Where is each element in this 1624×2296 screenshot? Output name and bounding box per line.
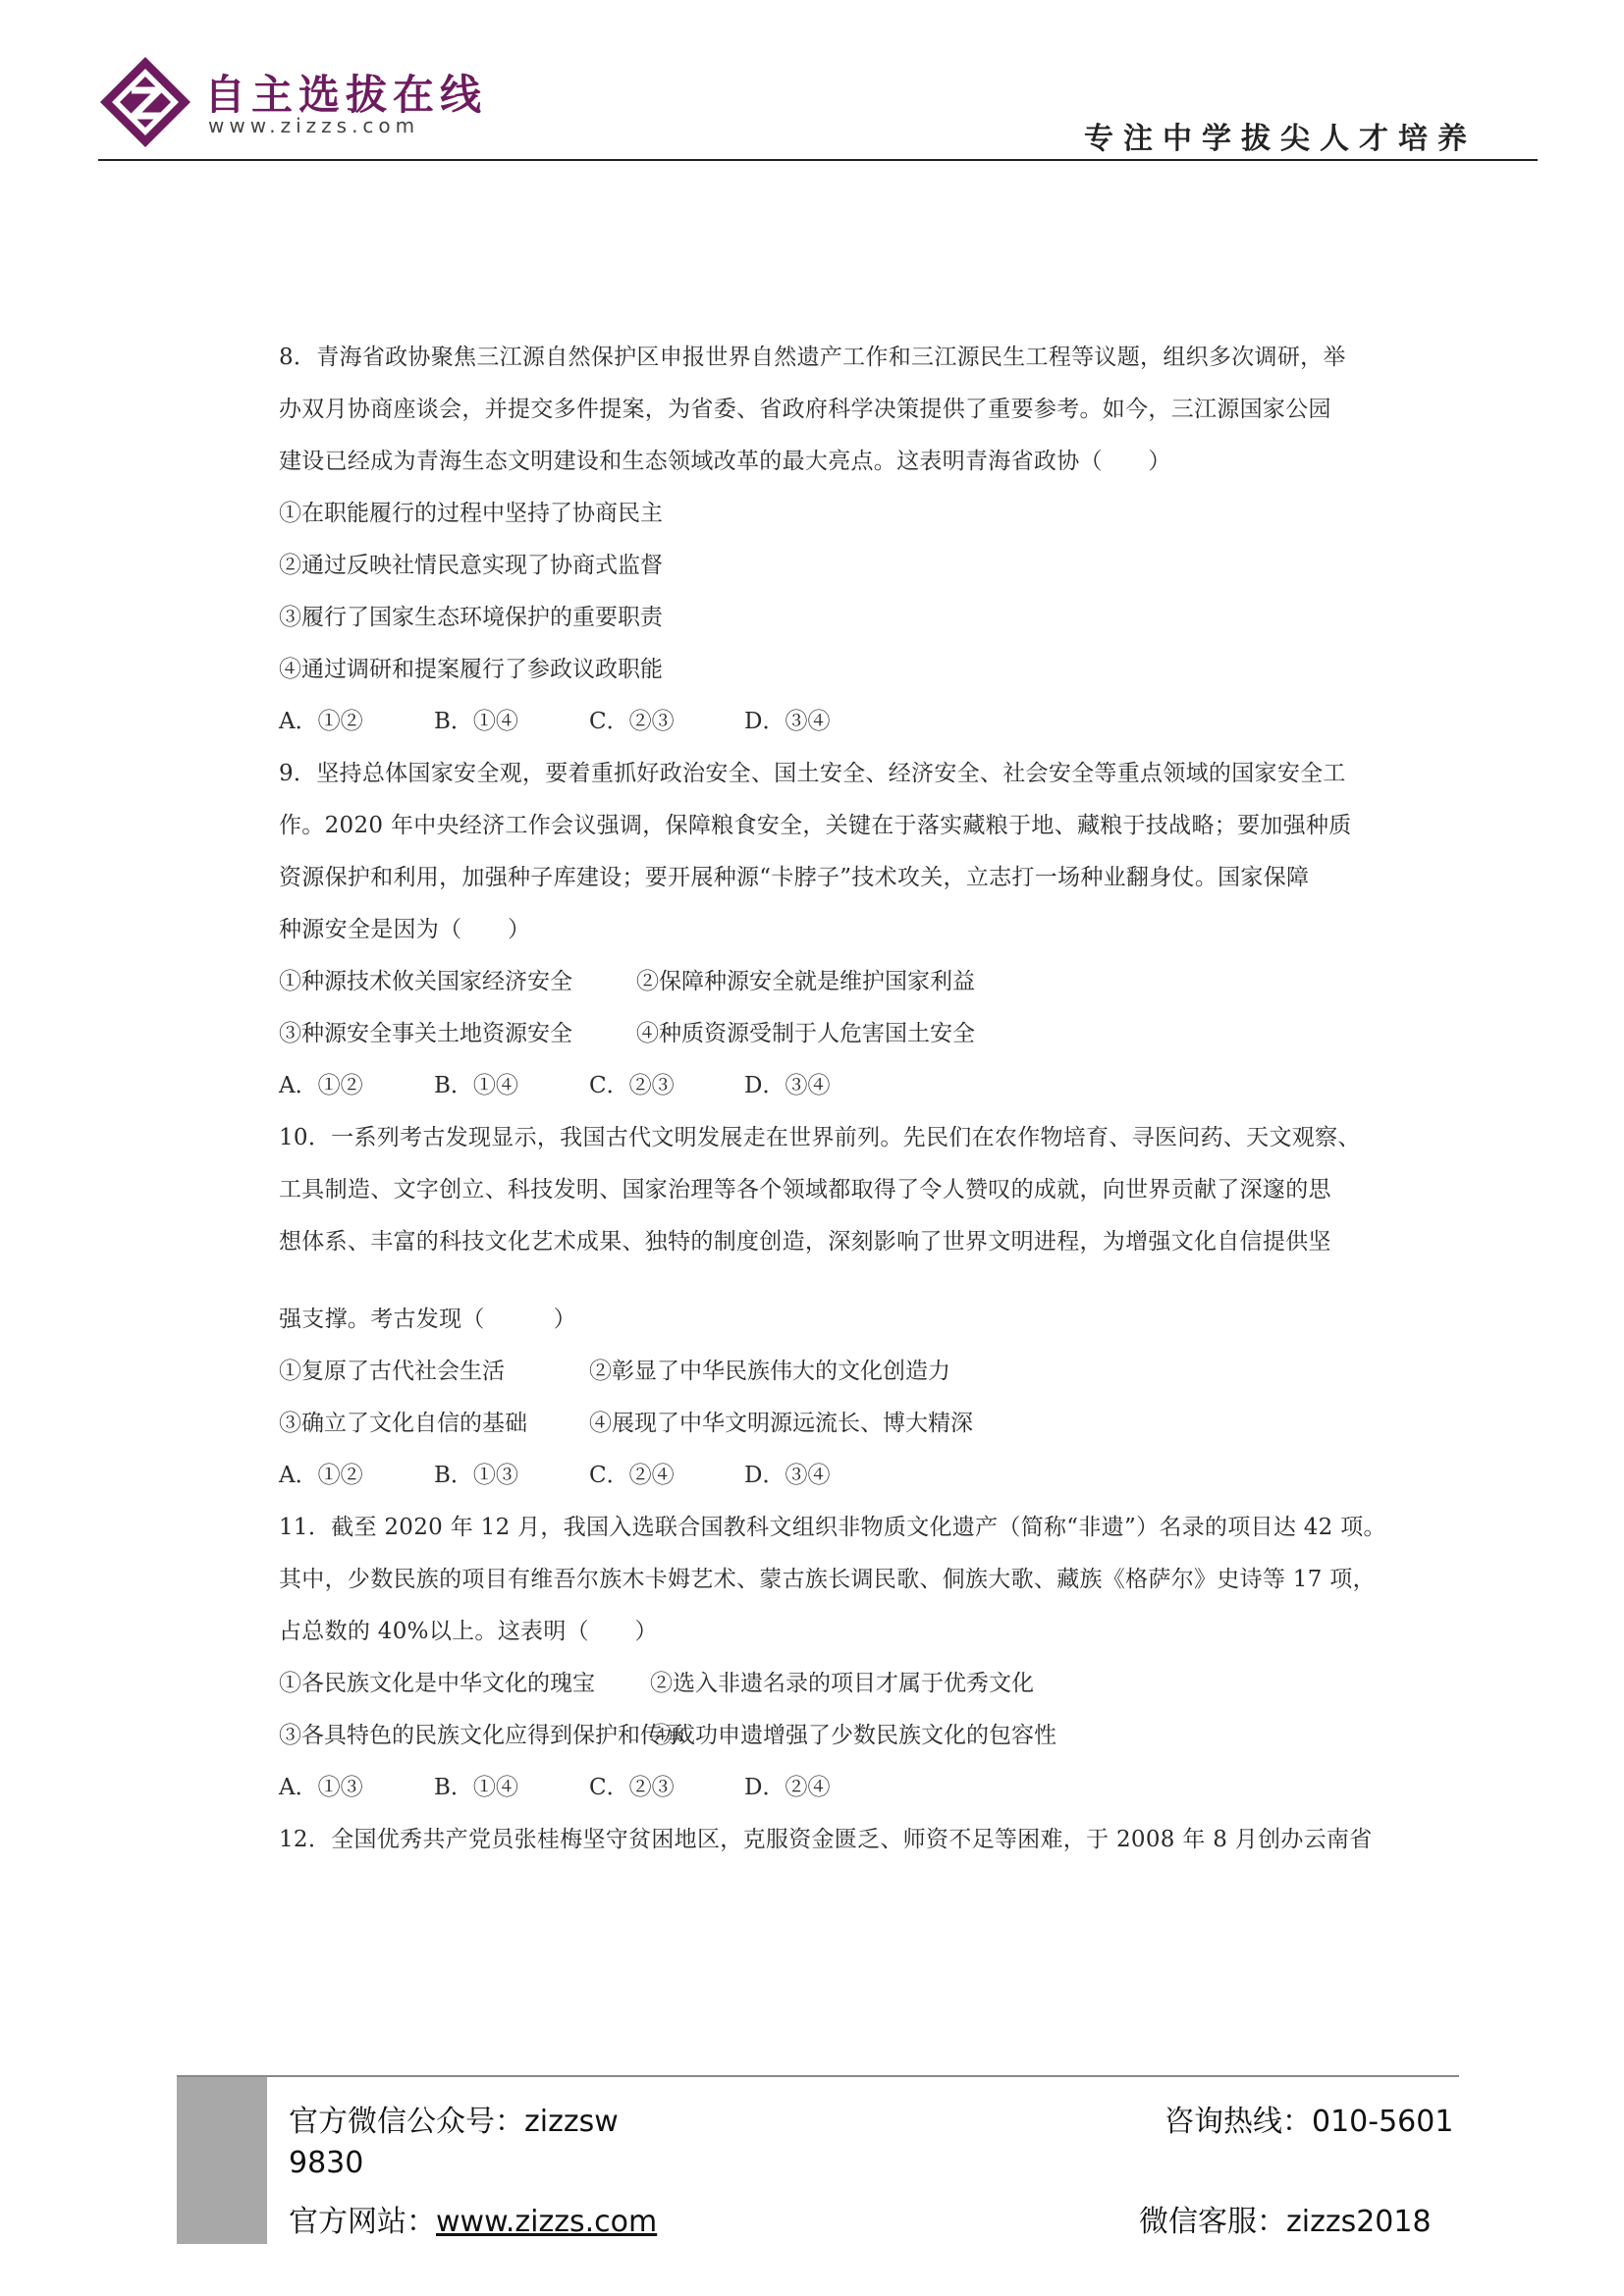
answer-choice[interactable]: C．②③ bbox=[589, 1775, 675, 1800]
answer-choice[interactable]: A．①③ bbox=[279, 1775, 363, 1800]
brand-url: www.zizzs.com bbox=[208, 114, 420, 137]
question-block bbox=[279, 748, 1359, 1112]
option-row bbox=[279, 644, 1359, 696]
answer-choice[interactable]: C．②③ bbox=[589, 709, 675, 734]
question-stem-start: 11．截至 2020 年 12 月，我国入选联合国教科文组织非物质文化遗产（简称“非遗”）名录的项目达 42 项。 bbox=[279, 1515, 1386, 1540]
answer-choice[interactable]: A．①② bbox=[279, 1073, 363, 1098]
footer-website-link[interactable]: www.zizzs.com bbox=[436, 2205, 658, 2239]
question-stem-line: 想体系、丰富的科技文化艺术成果、独特的制度创造，深刻影响了世界文明进程，为增强文化自信提供坚 bbox=[279, 1229, 1331, 1255]
question-stem-line: 种源安全是因为（ ） bbox=[279, 917, 531, 942]
answer-choice[interactable]: B．①④ bbox=[434, 1775, 518, 1800]
answer-choice[interactable]: B．①④ bbox=[434, 709, 518, 734]
question-stem-line: 强支撑。考古发现（ ） bbox=[279, 1307, 576, 1332]
question-stem-line: 占总数的 40%以上。这表明（ ） bbox=[279, 1619, 658, 1644]
question-content bbox=[279, 332, 1386, 1866]
footer-service: 微信客服：zizzs2018 bbox=[1139, 2205, 1432, 2239]
answer-choice[interactable]: D．③④ bbox=[744, 709, 831, 734]
answer-choices bbox=[279, 1060, 1359, 1112]
footer-gray-bar bbox=[177, 2077, 267, 2244]
statement-option: ④通过调研和提案履行了参政议政职能 bbox=[279, 657, 663, 682]
footer-website-label: 官方网站： bbox=[289, 2205, 436, 2239]
question-stem-line: 作。2020 年中央经济工作会议强调，保障粮食安全，关键在于落实藏粮于地、藏粮于技战略；要加强种质 bbox=[279, 813, 1352, 838]
answer-choice[interactable]: D．③④ bbox=[744, 1463, 831, 1488]
statement-option: ②保障种源安全就是维护国家利益 bbox=[636, 969, 975, 994]
footer-wechat-continued: 9830 bbox=[289, 2146, 364, 2180]
question-stem-start: 10．一系列考古发现显示，我国古代文明发展走在世界前列。先民们在农作物培育、寻医问药、天文观察、 bbox=[279, 1125, 1361, 1150]
answer-choice[interactable]: B．①③ bbox=[434, 1463, 518, 1488]
answer-choice[interactable]: A．①② bbox=[279, 709, 363, 734]
question-stem-line: 工具制造、文字创立、科技发明、国家治理等各个领域都取得了令人赞叹的成就，向世界贡献了深邃的思 bbox=[279, 1177, 1331, 1202]
option-row bbox=[279, 1008, 1359, 1060]
question-stem-line: 办双月协商座谈会，并提交多件提案，为省委、省政府科学决策提供了重要参考。如今，三江源国家公园 bbox=[279, 397, 1331, 422]
header-divider bbox=[98, 159, 1538, 161]
brand-name: 自主选拔在线 bbox=[204, 71, 488, 119]
footer-hotline: 咨询热线：010-5601 bbox=[1164, 2105, 1454, 2139]
footer-wechat: 官方微信公众号：zizzsw bbox=[289, 2105, 619, 2139]
statement-option: ③确立了文化自信的基础 bbox=[279, 1411, 527, 1436]
answer-choice[interactable]: B．①④ bbox=[434, 1073, 518, 1098]
answer-choice[interactable]: C．②④ bbox=[589, 1463, 675, 1488]
question-block bbox=[279, 1502, 1386, 1814]
header-slogan: 专注中学拔尖人才培养 bbox=[1084, 122, 1477, 156]
option-row bbox=[279, 592, 1359, 644]
footer-divider bbox=[177, 2075, 1459, 2077]
answer-choices bbox=[279, 1762, 1359, 1814]
statement-option: ④成功申遗增强了少数民族文化的包容性 bbox=[650, 1723, 1056, 1748]
statement-option: ①复原了古代社会生活 bbox=[279, 1359, 505, 1384]
question-stem-start: 9．坚持总体国家安全观，要着重抓好政治安全、国土安全、经济安全、社会安全等重点领域的国家安全工 bbox=[279, 761, 1346, 786]
line-gap bbox=[279, 1268, 1359, 1294]
option-row bbox=[279, 1346, 1359, 1398]
question-stem-start: 8．青海省政协聚焦三江源自然保护区申报世界自然遗产工作和三江源民生工程等议题，组织多次调研，举 bbox=[279, 345, 1346, 370]
option-row bbox=[279, 540, 1359, 592]
question-stem-line: 建设已经成为青海生态文明建设和生态领域改革的最大亮点。这表明青海省政协（ ） bbox=[279, 449, 1171, 474]
answer-choices bbox=[279, 1450, 1359, 1502]
statement-option: ①在职能履行的过程中坚持了协商民主 bbox=[279, 501, 663, 526]
option-row bbox=[279, 1658, 1359, 1710]
option-row bbox=[279, 956, 1359, 1008]
statement-option: ④种质资源受制于人危害国土安全 bbox=[636, 1021, 975, 1046]
statement-option: ②彰显了中华民族伟大的文化创造力 bbox=[589, 1359, 950, 1384]
statement-option: ③履行了国家生态环境保护的重要职责 bbox=[279, 605, 663, 630]
statement-option: ③各具特色的民族文化应得到保护和传承 bbox=[279, 1723, 685, 1748]
statement-option: ③种源安全事关土地资源安全 bbox=[279, 1021, 572, 1046]
question-stem-start: 12．全国优秀共产党员张桂梅坚守贫困地区，克服资金匮乏、师资不足等困难，于 2008 年 8 月创办云南省 bbox=[279, 1827, 1373, 1852]
answer-choice[interactable]: D．③④ bbox=[744, 1073, 831, 1098]
statement-option: ②选入非遗名录的项目才属于优秀文化 bbox=[650, 1671, 1034, 1696]
page-header bbox=[0, 0, 1624, 167]
answer-choice[interactable]: A．①② bbox=[279, 1463, 363, 1488]
statement-option: ④展现了中华文明源远流长、博大精深 bbox=[589, 1411, 973, 1436]
question-stem-line: 资源保护和利用，加强种子库建设；要开展种源“卡脖子”技术攻关，立志打一场种业翻身仗。国家保障 bbox=[279, 865, 1310, 890]
answer-choice[interactable]: D．②④ bbox=[744, 1775, 831, 1800]
statement-option: ①各民族文化是中华文化的瑰宝 bbox=[279, 1671, 595, 1696]
answer-choices bbox=[279, 696, 1359, 748]
statement-option: ①种源技术攸关国家经济安全 bbox=[279, 969, 572, 994]
option-row bbox=[279, 488, 1359, 540]
question-block bbox=[279, 1112, 1359, 1502]
option-row bbox=[279, 1710, 1359, 1762]
question-block bbox=[279, 332, 1359, 748]
question-stem-line: 其中，少数民族的项目有维吾尔族木卡姆艺术、蒙古族长调民歌、侗族大歌、藏族《格萨尔》史诗等 17 项， bbox=[279, 1567, 1376, 1592]
footer-website bbox=[289, 2197, 657, 2240]
zizzs-logo-icon bbox=[98, 55, 192, 149]
option-row bbox=[279, 1398, 1359, 1450]
answer-choice[interactable]: C．②③ bbox=[589, 1073, 675, 1098]
question-block bbox=[279, 1814, 1373, 1866]
statement-option: ②通过反映社情民意实现了协商式监督 bbox=[279, 553, 663, 578]
